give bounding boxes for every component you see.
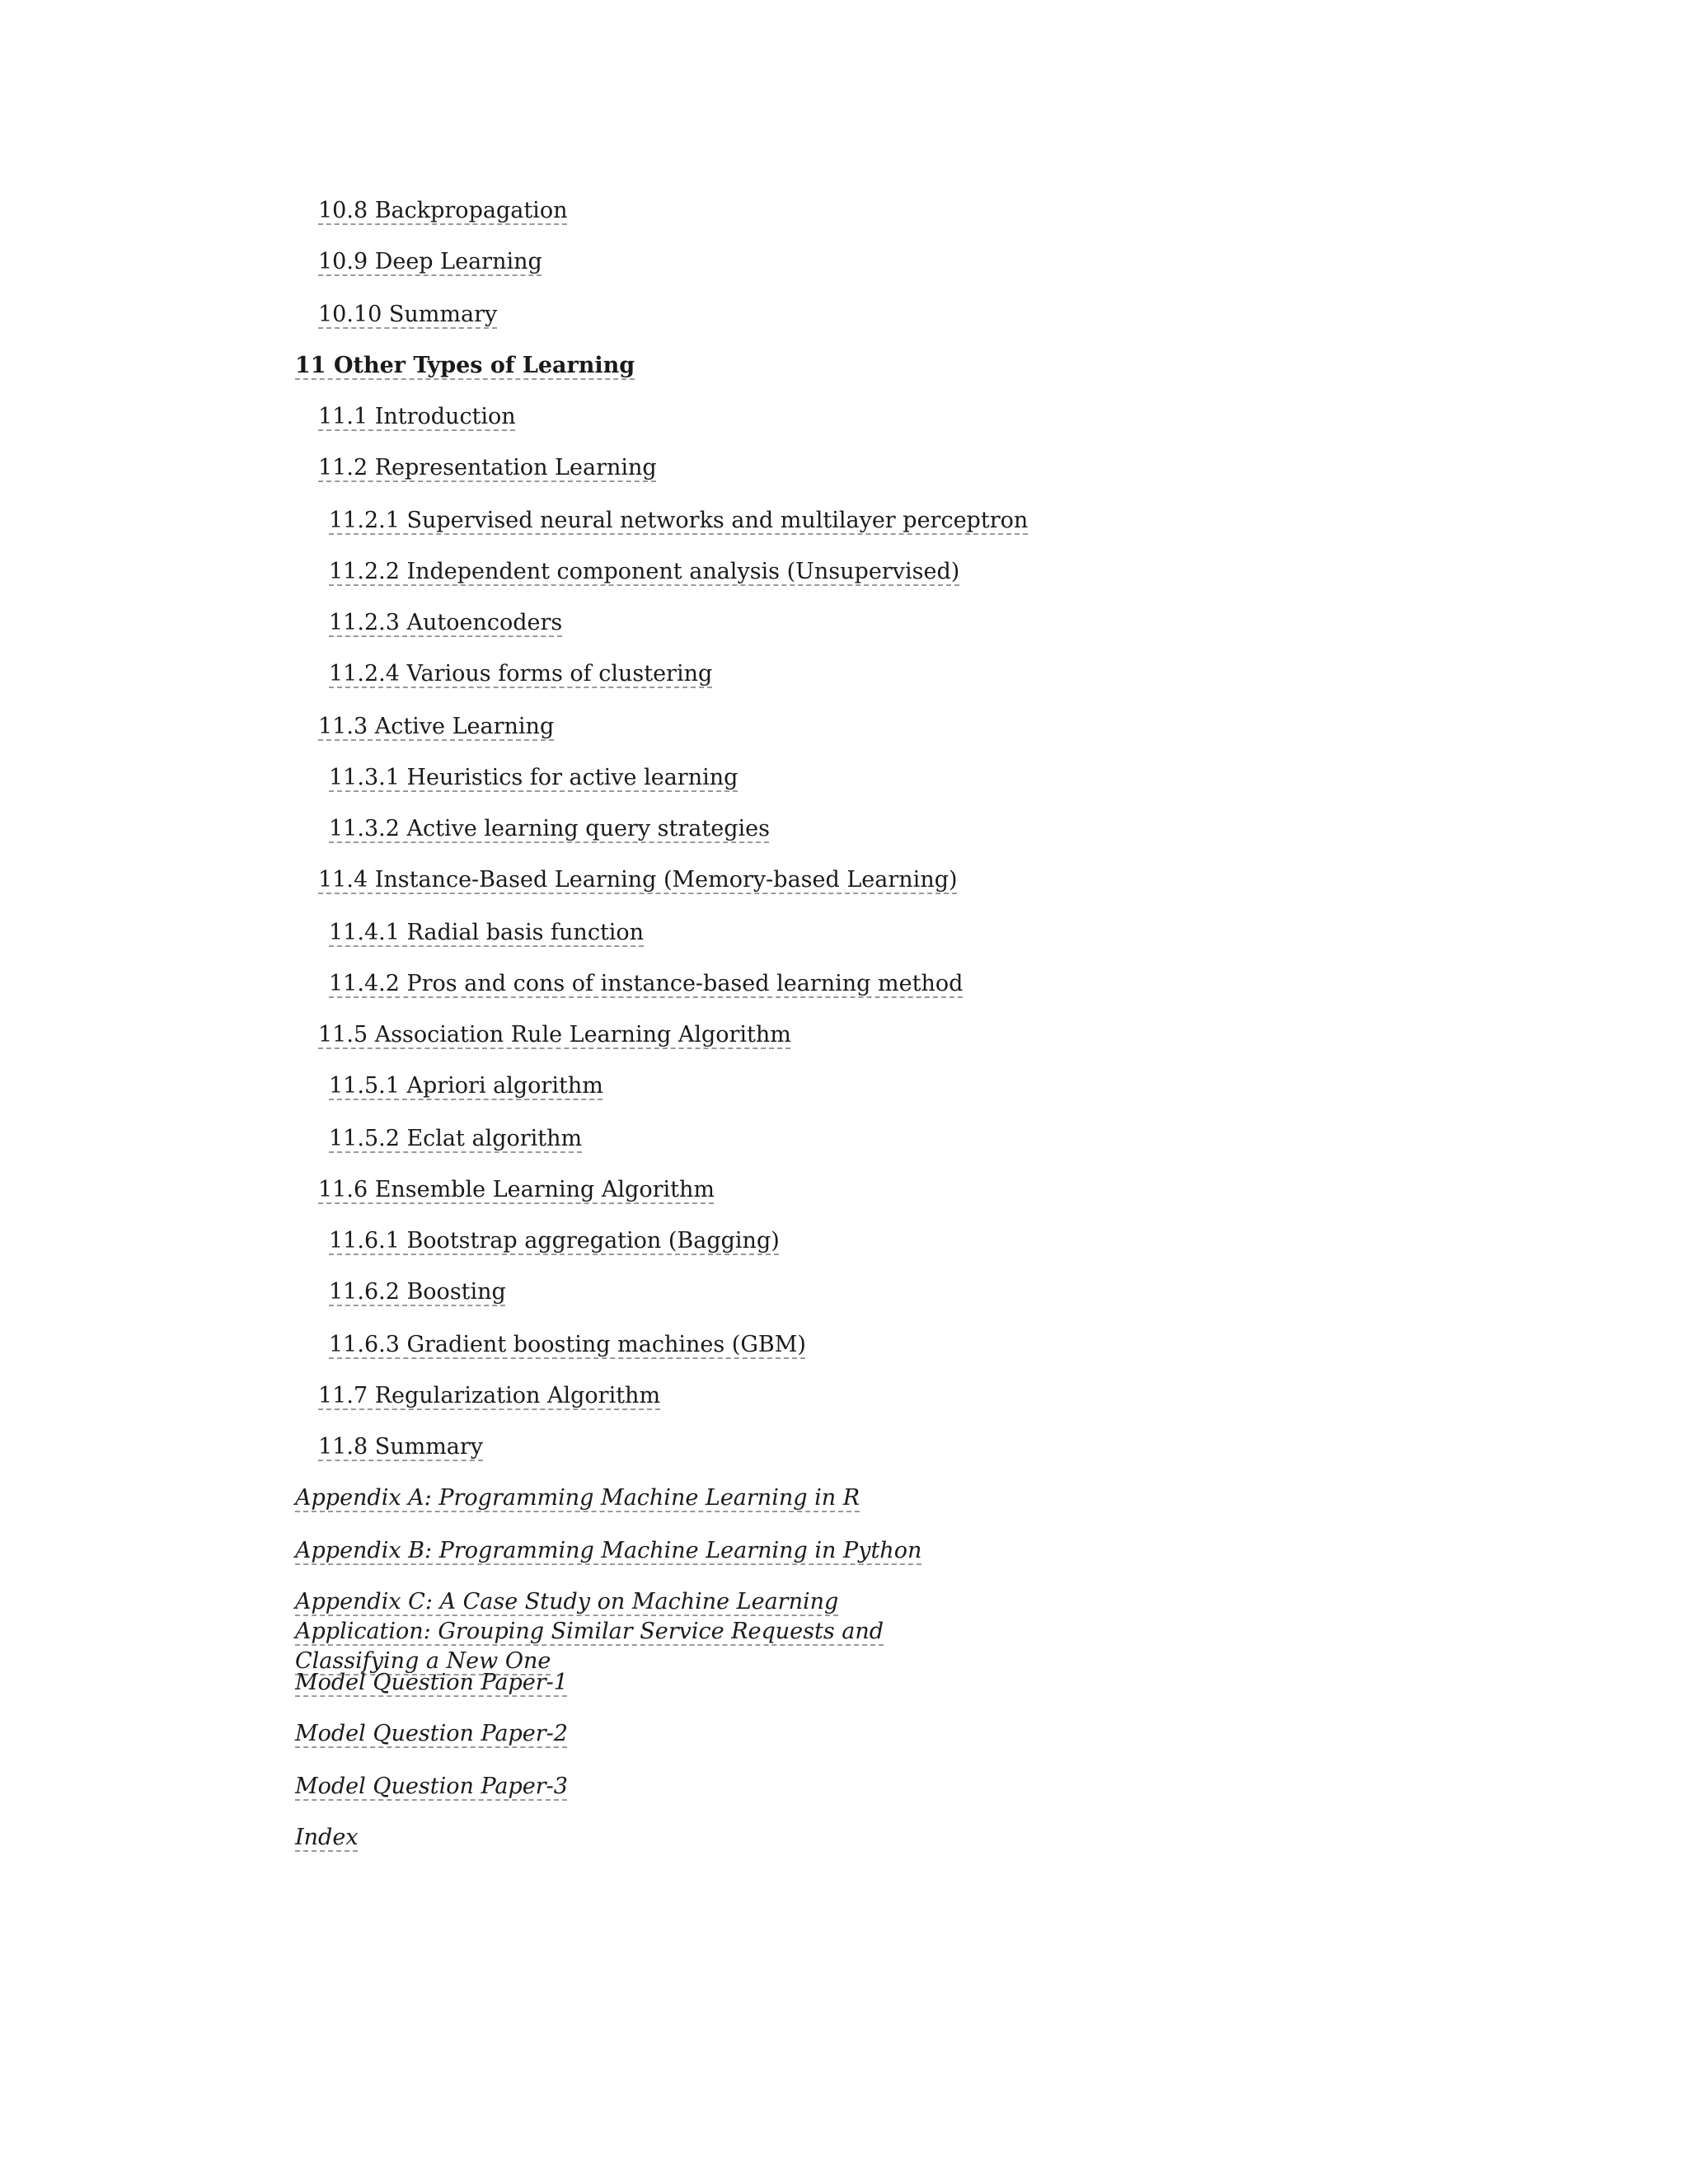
toc-link[interactable]: 11.2.2 Independent component analysis (Unsupervised)	[329, 559, 960, 584]
toc-link[interactable]: 11.6.2 Boosting	[329, 1279, 506, 1305]
toc-link[interactable]: 11.5 Association Rule Learning Algorithm	[318, 1022, 791, 1047]
toc-entry-11-4[interactable]	[318, 865, 958, 895]
toc-entry-11-1[interactable]	[318, 402, 516, 432]
toc-link[interactable]: Index	[295, 1825, 359, 1850]
toc-link[interactable]: 11.2.1 Supervised neural networks and multilayer perceptron	[329, 508, 1029, 533]
toc-link[interactable]: 11.8 Summary	[318, 1434, 484, 1460]
toc-entry-11-2-4[interactable]	[329, 659, 712, 689]
toc-entry-11-4-2[interactable]	[329, 969, 963, 999]
toc-entry-10-10[interactable]	[318, 300, 497, 330]
toc-link[interactable]: 11.2.3 Autoencoders	[329, 610, 563, 635]
toc-link[interactable]: 11.6.3 Gradient boosting machines (GBM)	[329, 1332, 806, 1357]
toc-entry-11-6-2[interactable]	[329, 1277, 506, 1307]
toc-entry-appendix-b[interactable]	[295, 1536, 921, 1566]
toc-entry-model-paper-1[interactable]	[295, 1668, 568, 1698]
toc-link[interactable]: 11.3 Active Learning	[318, 714, 555, 739]
toc-link[interactable]: 11.1 Introduction	[318, 404, 516, 429]
toc-entry-chapter-11[interactable]	[295, 351, 635, 381]
toc-link[interactable]: Appendix B: Programming Machine Learning in Python	[295, 1538, 922, 1563]
toc-entry-appendix-c[interactable]	[295, 1587, 971, 1676]
toc-entry-11-2-2[interactable]	[329, 557, 959, 587]
toc-link[interactable]: Appendix A: Programming Machine Learning in R	[295, 1485, 860, 1511]
toc-link[interactable]: Model Question Paper-3	[295, 1774, 568, 1799]
toc-link[interactable]: Appendix C: A Case Study on Machine Learning Application: Grouping Similar Service Requests and Classifying a New One	[295, 1589, 884, 1674]
toc-entry-model-paper-2[interactable]	[295, 1719, 568, 1749]
toc-entry-11-2-3[interactable]	[329, 608, 562, 638]
toc-link[interactable]: 11.6 Ensemble Learning Algorithm	[318, 1177, 715, 1202]
toc-link[interactable]: 10.9 Deep Learning	[318, 249, 542, 274]
toc-entry-appendix-a[interactable]	[295, 1483, 860, 1513]
toc-link[interactable]: 11.6.1 Bootstrap aggregation (Bagging)	[329, 1228, 780, 1254]
toc-link[interactable]: 11.3.2 Active learning query strategies	[329, 816, 770, 841]
toc-link[interactable]: 10.8 Backpropagation	[318, 198, 568, 223]
toc-entry-10-8[interactable]	[318, 196, 567, 226]
toc-entry-11-3-1[interactable]	[329, 763, 738, 793]
toc-entry-index[interactable]	[295, 1823, 359, 1853]
toc-link[interactable]: 11.4.2 Pros and cons of instance-based learning method	[329, 971, 964, 996]
toc-link[interactable]: Model Question Paper-1	[295, 1670, 568, 1695]
toc-entry-11-7[interactable]	[318, 1381, 660, 1411]
toc-entry-11-3[interactable]	[318, 712, 554, 742]
toc-entry-11-6[interactable]	[318, 1175, 715, 1205]
toc-link[interactable]: 11.2.4 Various forms of clustering	[329, 661, 713, 687]
toc-link[interactable]: 11.5.2 Eclat algorithm	[329, 1126, 583, 1151]
toc-link[interactable]: 11.4 Instance-Based Learning (Memory-based Learning)	[318, 867, 958, 893]
toc-entry-11-2-1[interactable]	[329, 506, 1028, 536]
toc-entry-11-3-2[interactable]	[329, 814, 770, 844]
toc-link[interactable]: 11.7 Regularization Algorithm	[318, 1383, 661, 1408]
toc-link[interactable]: 11.2 Representation Learning	[318, 455, 657, 480]
toc-entry-11-5-1[interactable]	[329, 1071, 603, 1101]
toc-link[interactable]: 11 Other Types of Learning	[295, 353, 635, 378]
toc-link[interactable]: Model Question Paper-2	[295, 1721, 568, 1746]
toc-entry-11-6-1[interactable]	[329, 1226, 780, 1256]
toc-entry-11-5-2[interactable]	[329, 1124, 582, 1154]
toc-link[interactable]: 11.5.1 Apriori algorithm	[329, 1073, 603, 1099]
toc-link[interactable]: 11.4.1 Radial basis function	[329, 920, 645, 945]
toc-link[interactable]: 11.3.1 Heuristics for active learning	[329, 765, 738, 790]
toc-entry-11-8[interactable]	[318, 1432, 483, 1462]
toc-entry-11-5[interactable]	[318, 1020, 791, 1050]
toc-entry-10-9[interactable]	[318, 247, 542, 277]
toc-link[interactable]: 10.10 Summary	[318, 302, 498, 327]
toc-entry-11-4-1[interactable]	[329, 918, 644, 948]
toc-entry-model-paper-3[interactable]	[295, 1772, 568, 1802]
toc-entry-11-2[interactable]	[318, 453, 657, 483]
toc-entry-11-6-3[interactable]	[329, 1330, 806, 1360]
